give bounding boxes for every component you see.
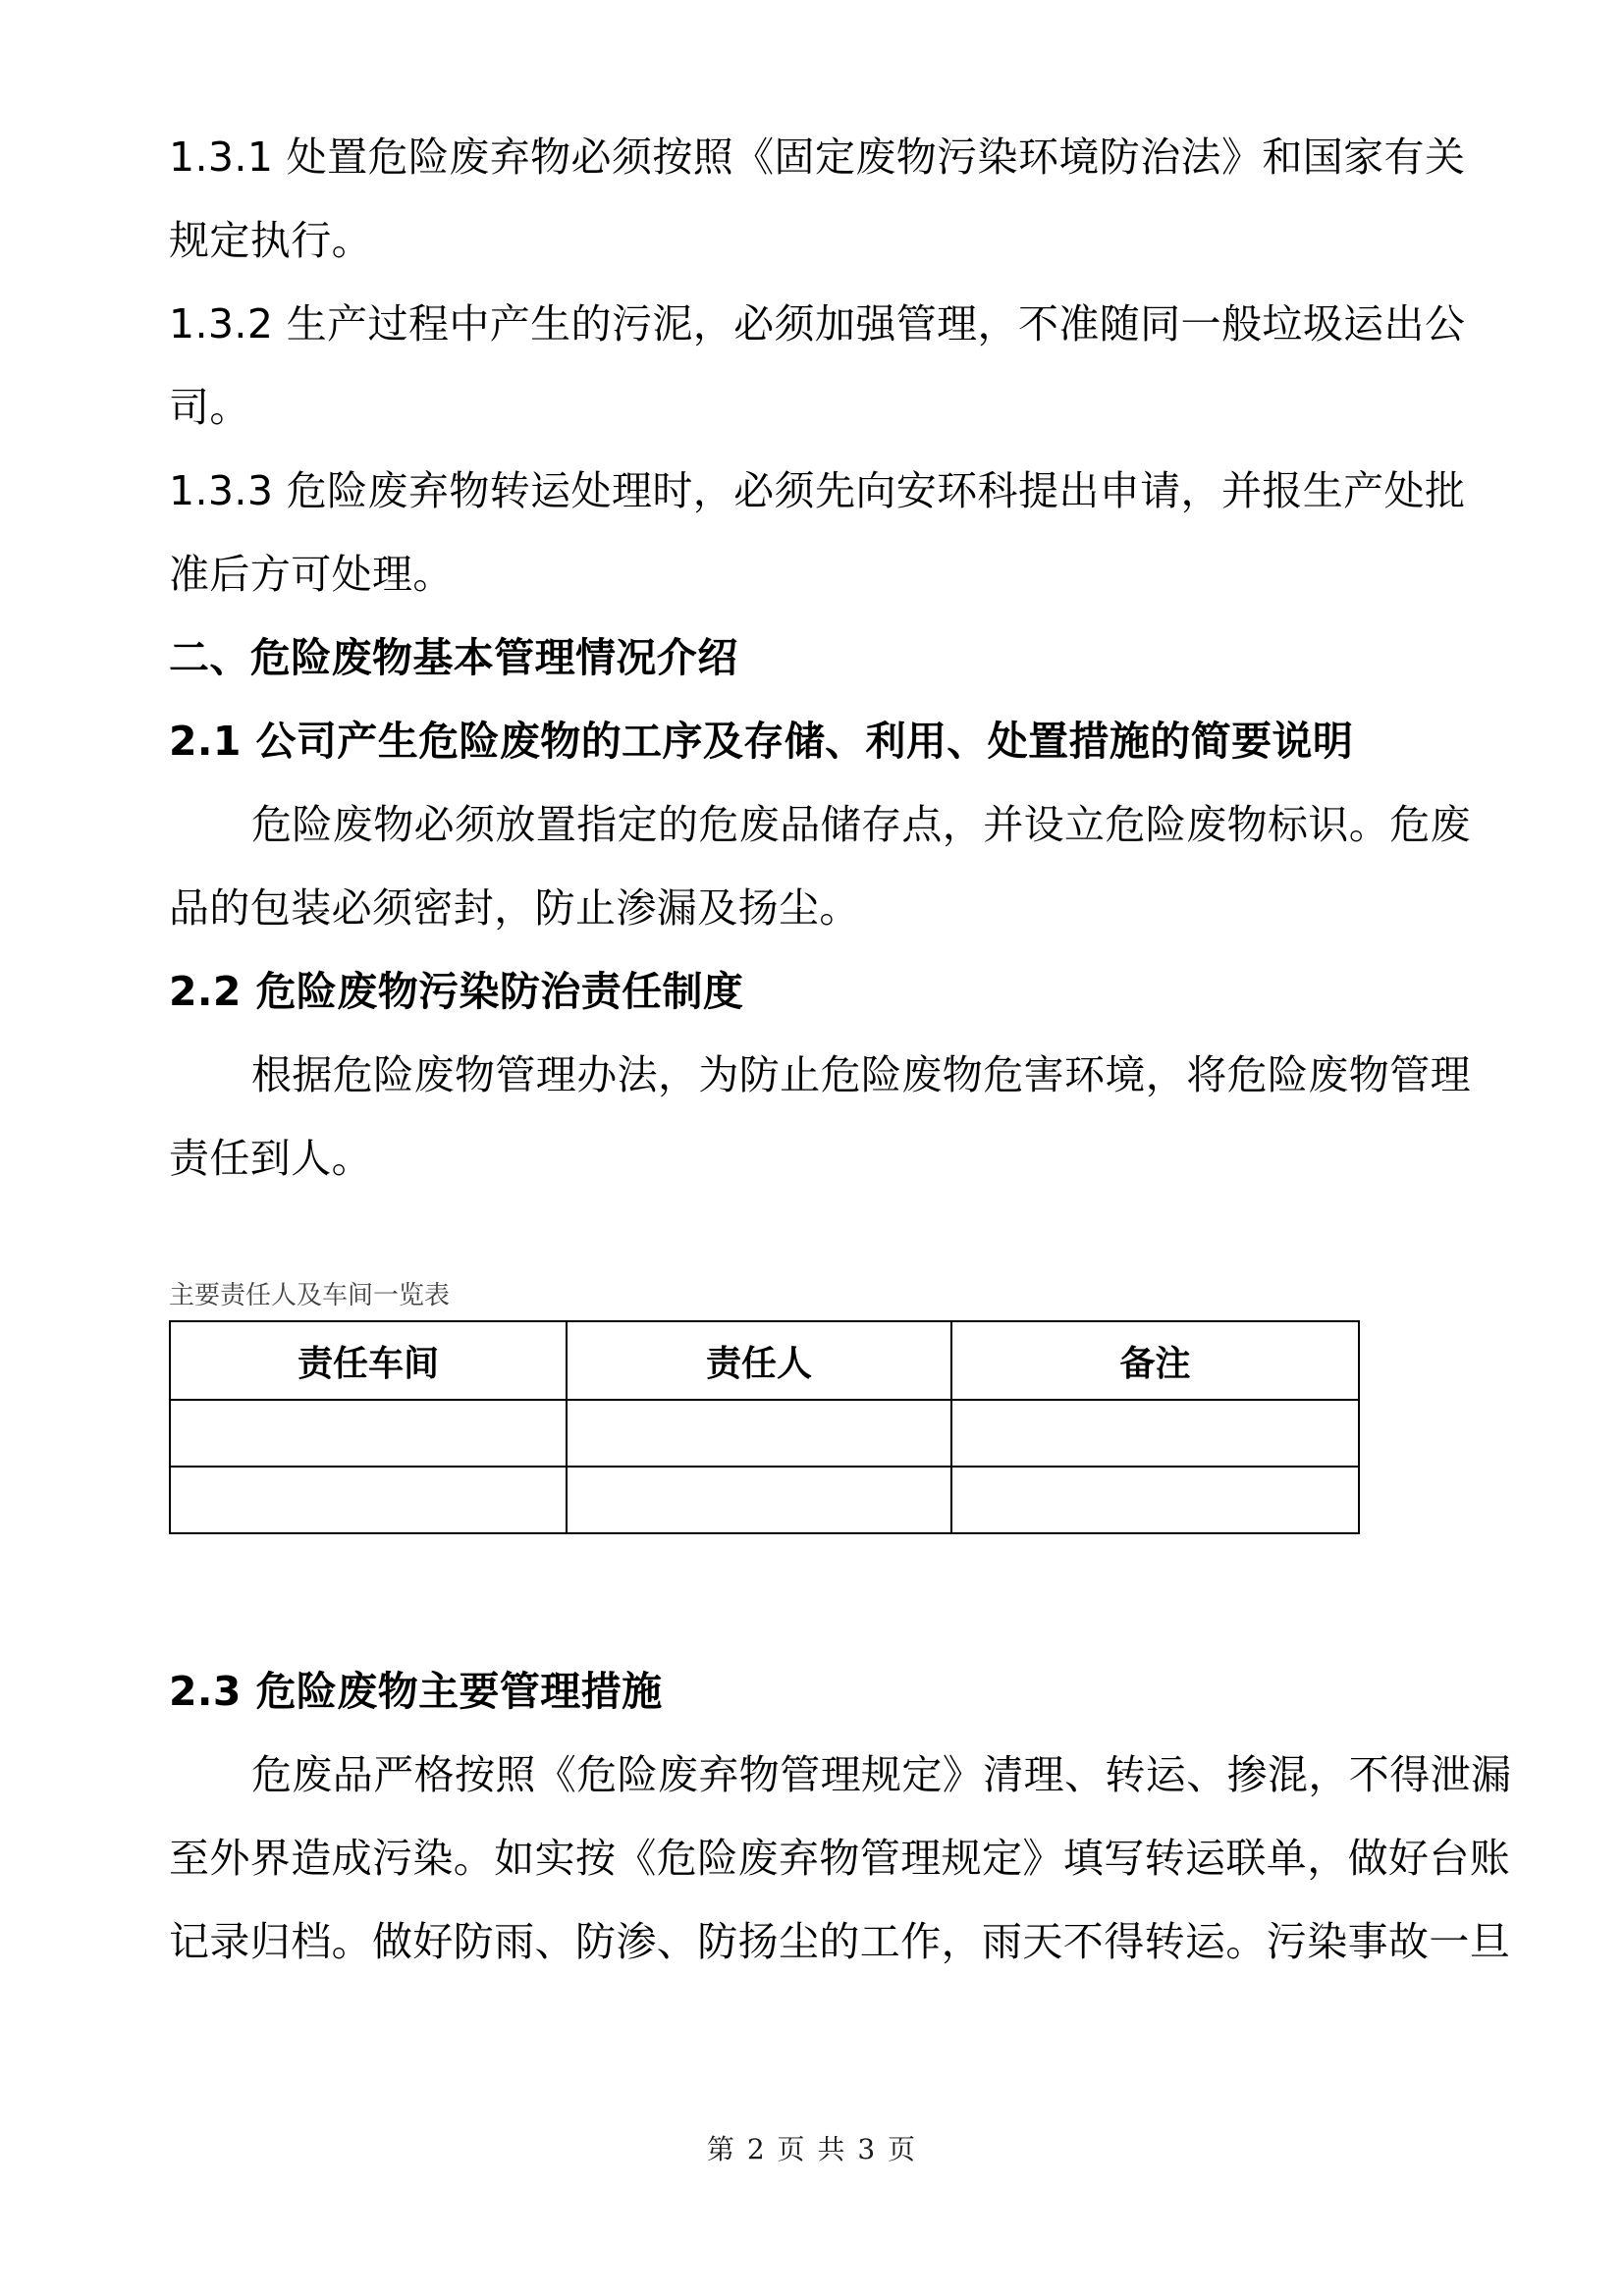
heading-line: 2.3 危险废物主要管理措施: [169, 1668, 663, 1715]
paragraph-line: 危险废物必须放置指定的危废品储存点，并设立危险废物标识。危废: [251, 801, 1471, 848]
paragraph-line: 根据危险废物管理办法，为防止危险废物危害环境，将危险废物管理: [251, 1051, 1471, 1098]
page-content: [169, 0, 1512, 1984]
table-cell[interactable]: [170, 1400, 567, 1467]
heading-line: 二、危险废物基本管理情况介绍: [169, 634, 738, 681]
table-header-row: [170, 1321, 1359, 1400]
section-heading-2: [169, 616, 1386, 700]
paragraph-line: 规定执行。: [169, 217, 372, 264]
heading-line: 2.1 公司产生危险废物的工序及存储、利用、处置措施的简要说明: [169, 718, 1354, 765]
paragraph-line: 1.3.2 生产过程中产生的污泥，必须加强管理，不准随同一般垃圾运出公: [169, 300, 1466, 347]
paragraph-line: 司。: [169, 384, 250, 431]
paragraph-line: 危废品严格按照《危险废弃物管理规定》清理、转运、掺混，不得泄漏: [251, 1751, 1512, 1798]
heading-line: 2.2 危险废物污染防治责任制度: [169, 968, 744, 1015]
table-header-cell-person: 责任人: [567, 1321, 951, 1400]
table-cell[interactable]: [567, 1400, 951, 1467]
pre-table-spacer: [169, 1201, 1386, 1277]
paragraph-line: 1.3.3 危险废弃物转运处理时，必须先向安环科提出申请，并报生产处批: [169, 467, 1466, 514]
paragraph-line: 准后方可处理。: [169, 551, 454, 598]
paragraph-1-3-2: [169, 283, 1466, 450]
table-caption: 主要责任人及车间一览表: [169, 1281, 451, 1310]
paragraph-1-3-1: [169, 116, 1466, 283]
paragraph-2-2: [169, 1034, 1471, 1201]
table-cell[interactable]: [951, 1400, 1359, 1467]
section-heading-2-2: [169, 950, 1386, 1034]
table-cell[interactable]: [170, 1467, 567, 1533]
paragraph-line: 至外界造成污染。如实按《危险废弃物管理规定》填写转运联单，做好台账: [169, 1835, 1511, 1882]
paragraph-2-1: [169, 783, 1471, 950]
paragraph-line: 1.3.1 处置危险废弃物必须按照《固定废物污染环境防治法》和国家有关: [169, 133, 1466, 181]
table-header-cell-remark: 备注: [951, 1321, 1359, 1400]
section-heading-2-1: [169, 700, 1386, 783]
table-row: [170, 1400, 1359, 1467]
table-cell[interactable]: [567, 1467, 951, 1533]
paragraph-line: 品的包装必须密封，防止渗漏及扬尘。: [169, 884, 860, 932]
paragraph-line: 责任到人。: [169, 1135, 372, 1182]
page-footer: 第 2 页 共 3 页: [706, 2133, 918, 2165]
paragraph-2-3: [169, 1734, 1512, 1984]
table-row: [170, 1467, 1359, 1533]
paragraph-line: 记录归档。做好防雨、防渗、防扬尘的工作，雨天不得转运。污染事故一旦: [169, 1918, 1511, 1965]
paragraph-1-3-3: [169, 450, 1466, 616]
responsibility-table: [169, 1320, 1360, 1534]
top-spacer: [169, 0, 1386, 116]
table-cell[interactable]: [951, 1467, 1359, 1533]
post-table-spacer: [169, 1534, 1386, 1650]
section-heading-2-3: [169, 1650, 1386, 1734]
table-header-cell-workshop: 责任车间: [170, 1321, 567, 1400]
